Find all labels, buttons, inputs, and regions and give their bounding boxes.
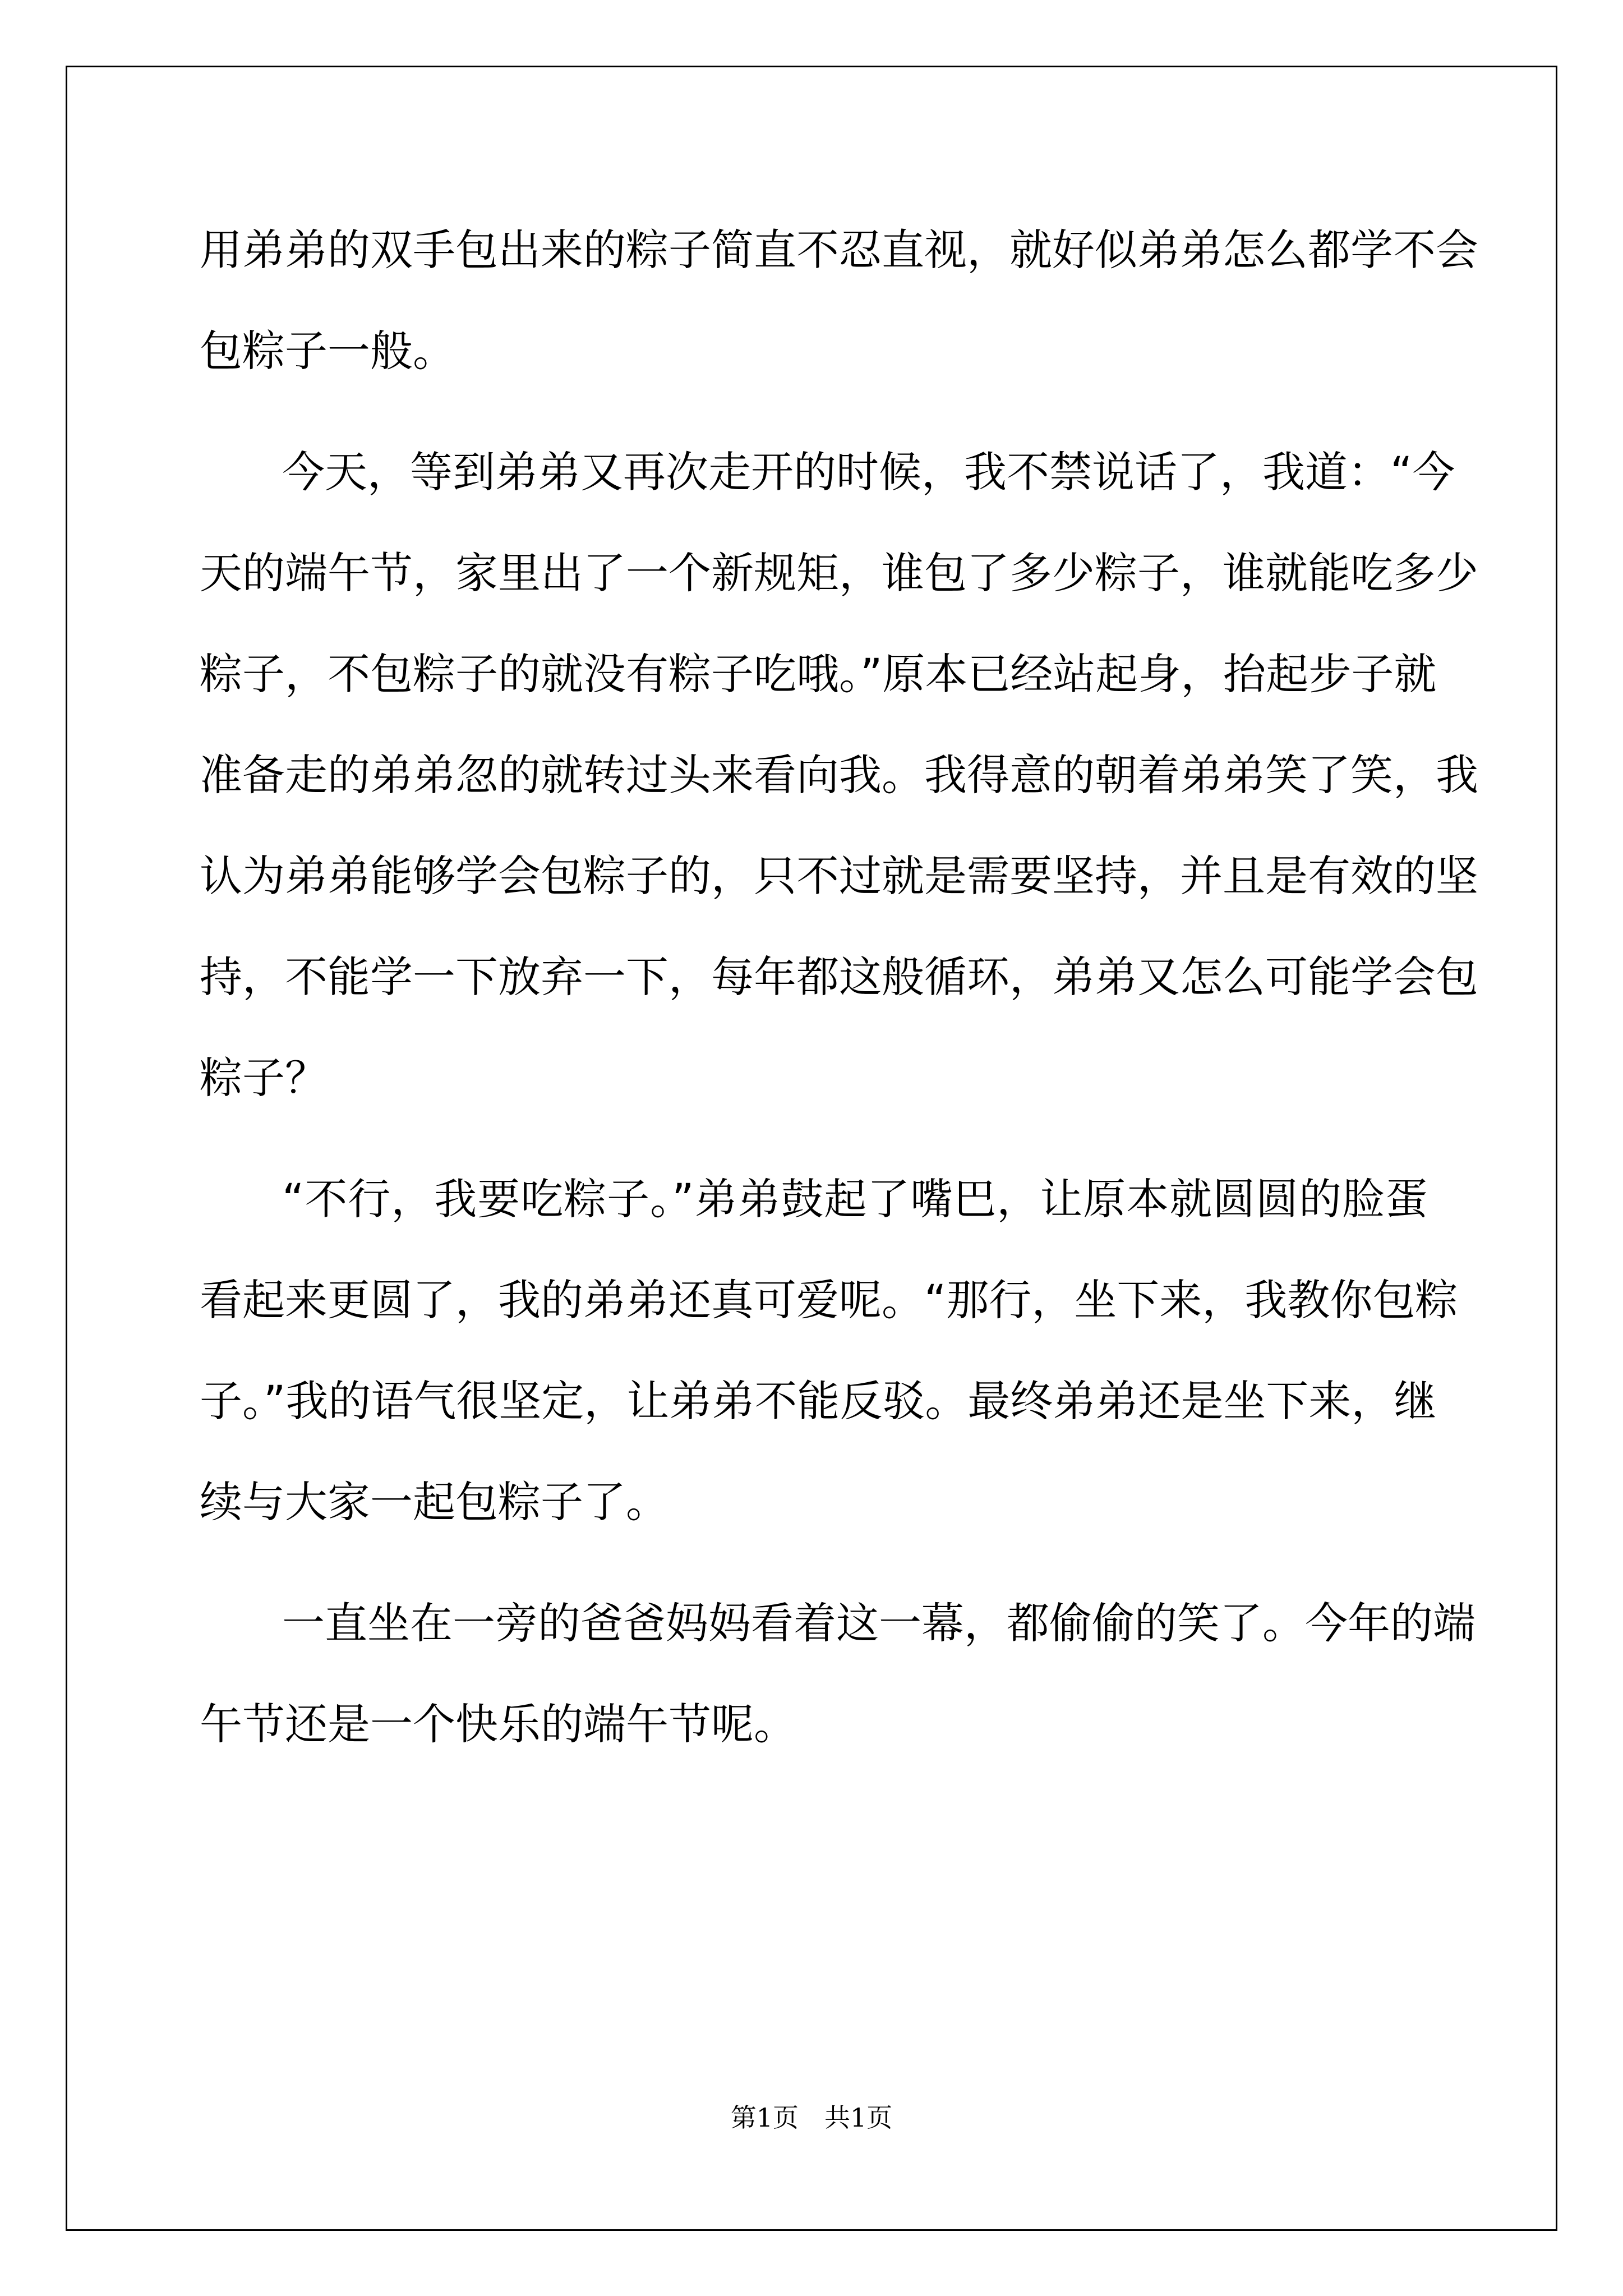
text-line: 包粽子一般。 [200,326,455,376]
page-number-footer: 第1页 共1页 [730,2102,893,2133]
text-line: 今天，等到弟弟又再次走开的时候，我不禁说话了，我道：“今 [282,447,1455,497]
text-line: 粽子？ [200,1053,328,1103]
text-line: 续与大家一起包粽子了。 [200,1477,668,1527]
text-line: 认为弟弟能够学会包粽子的，只不过就是需要坚持，并且是有效的坚 [200,851,1478,901]
text-line: 看起来更圆了，我的弟弟还真可爱呢。“那行，坐下来，我教你包粽 [200,1275,1458,1325]
text-line: 一直坐在一旁的爸爸妈妈看着这一幕，都偷偷的笑了。今年的端 [282,1598,1476,1648]
text-line: 用弟弟的双手包出来的粽子简直不忍直视，就好似弟弟怎么都学不会 [200,225,1478,275]
text-line: 持，不能学一下放弃一下，每年都这般循环，弟弟又怎么可能学会包 [200,952,1478,1002]
text-line: 午节还是一个快乐的端午节呢。 [200,1699,796,1749]
text-line: 准备走的弟弟忽的就转过头来看向我。我得意的朝着弟弟笑了笑，我 [200,750,1478,800]
text-line: 子。”我的语气很坚定，让弟弟不能反驳。最终弟弟还是坐下来，继 [200,1376,1437,1426]
text-line: 天的端午节，家里出了一个新规矩，谁包了多少粽子，谁就能吃多少 [200,548,1478,598]
text-line: 粽子，不包粽子的就没有粽子吃哦。”原本已经站起身，抬起步子就 [200,649,1437,699]
text-line: “不行，我要吃粽子。”弟弟鼓起了嘴巴，让原本就圆圆的脸蛋 [282,1174,1428,1224]
